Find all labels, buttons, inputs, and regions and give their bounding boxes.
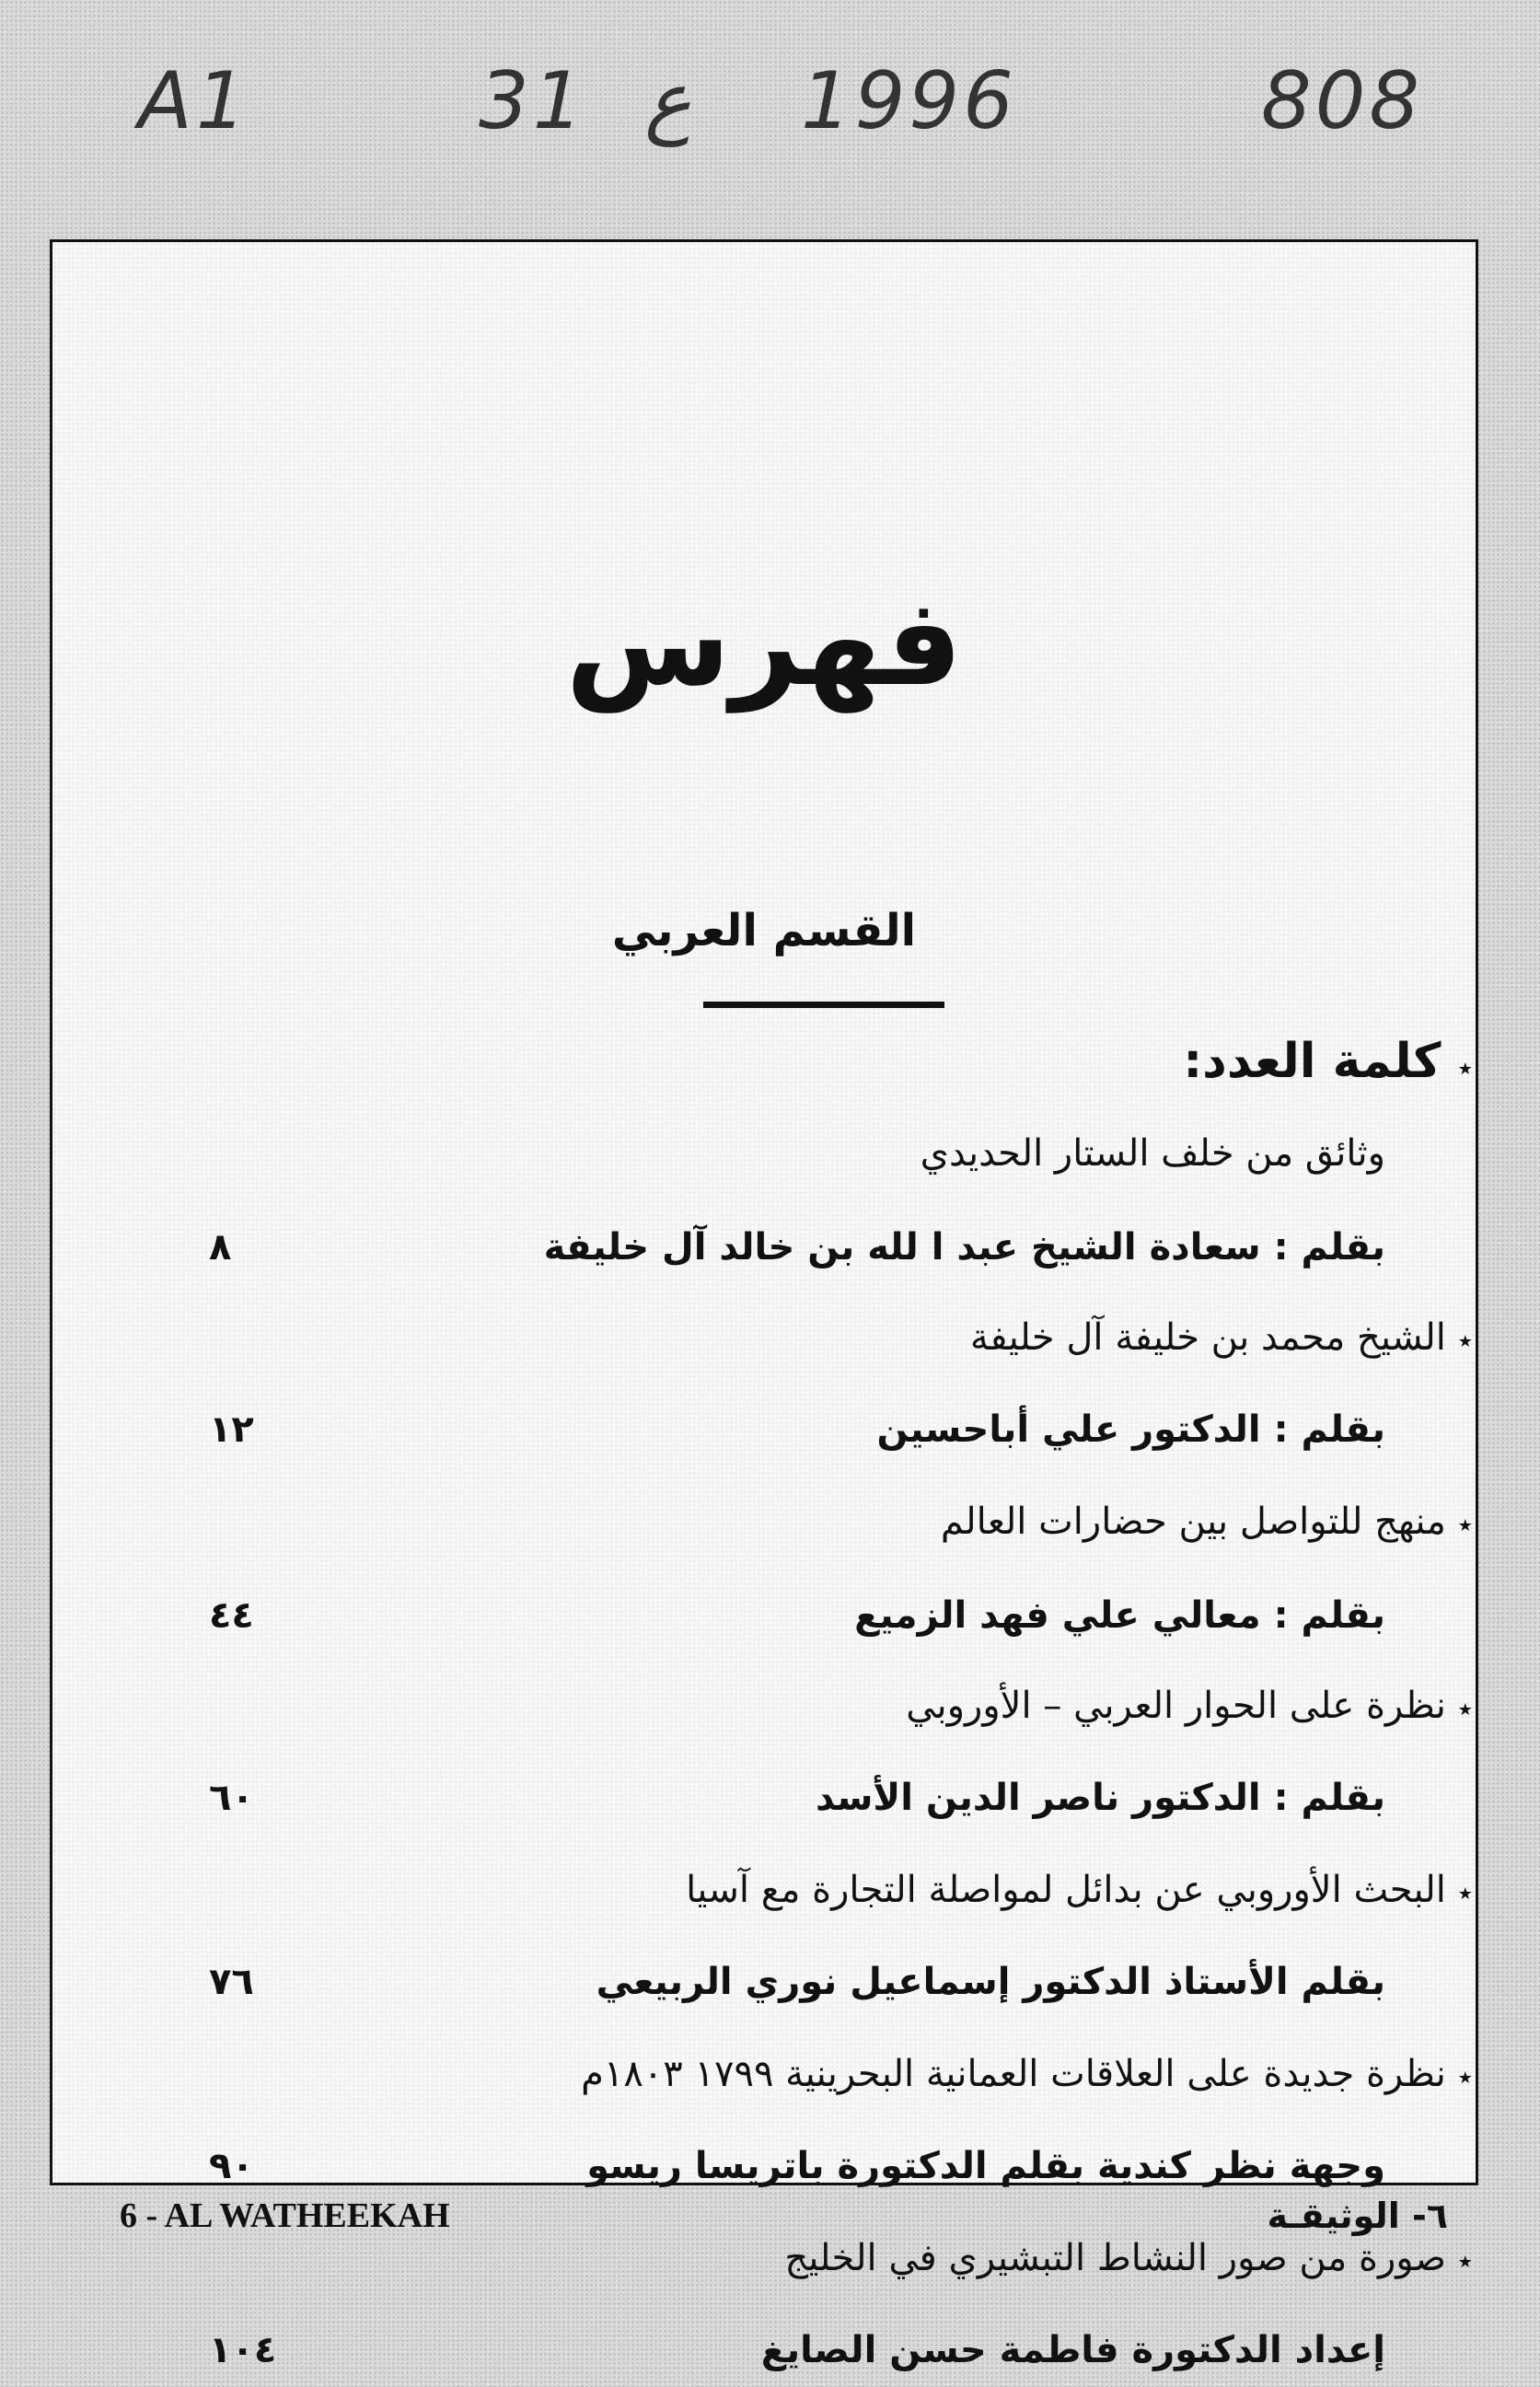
toc-entry-title — [200, 1485, 1473, 1559]
toc-entry-text: الشيخ محمد بن خليفة آل خليفة — [969, 1316, 1446, 1359]
bullet-star-icon: ٭ — [1457, 1693, 1473, 1725]
toc-entry-text: نظرة جديدة على العلاقات العمانية البحرينية ١٧٩٩ ١٨٠٣م — [581, 2053, 1446, 2095]
toc-entry-author: إعداد الدكتورة فاطمة حسن الصايغ — [760, 2329, 1385, 2371]
toc-entry-author-row — [200, 1393, 1473, 1466]
toc-entry-author: بقلم : الدكتور ناصر الدين الأسد — [815, 1777, 1385, 1819]
editorial-heading: كلمة العدد: — [1183, 1034, 1442, 1089]
handwritten-mark-year: 1996 — [801, 55, 1017, 147]
page-number: ٩٠ — [209, 2145, 254, 2187]
toc-entry-text: وثائق من خلف الستار الحديدي — [920, 1132, 1385, 1175]
section-underline — [703, 1002, 944, 1008]
page-number: ٦٠ — [209, 1777, 254, 1819]
page-number: ١٢ — [209, 1408, 254, 1451]
bullet-star-icon: ٭ — [1457, 1325, 1473, 1357]
footer-journal-name-arabic: ٦- الوثيقـة — [1267, 2196, 1448, 2236]
handwritten-mark-a1: A1 — [138, 55, 250, 147]
page-number: ٤٤ — [209, 1594, 254, 1637]
toc-entry-author-row — [200, 2129, 1473, 2203]
bullet-star-icon: ٭ — [1457, 1509, 1473, 1541]
handwritten-mark-31: 31 — [479, 55, 587, 147]
page-number: ٨ — [209, 1226, 232, 1269]
footer-journal-name: 6 - AL WATHEEKAH — [120, 2196, 450, 2235]
toc-entry-author: بقلم : الدكتور علي أباحسين — [876, 1408, 1385, 1451]
bullet-star-icon: ٭ — [1457, 1052, 1473, 1084]
toc-entry-title — [200, 1301, 1473, 1374]
page-number: ٧٦ — [209, 1961, 254, 2003]
toc-entry-author-row — [200, 1579, 1473, 1652]
page-number: ١٠٤ — [209, 2329, 277, 2371]
toc-entry-title — [200, 2037, 1473, 2111]
handwritten-mark-808: 808 — [1261, 55, 1424, 147]
editorial-heading-row — [200, 1025, 1473, 1098]
toc-entry-title — [200, 1117, 1473, 1190]
toc-entry-text: منهج للتواصل بين حضارات العالم — [940, 1501, 1446, 1543]
handwritten-mark-ain: ع — [644, 55, 692, 147]
toc-entry-author-row — [200, 1761, 1473, 1835]
page-title: فهرس — [565, 573, 963, 713]
toc-entry-author: بقلم : سعادة الشيخ عبد ا لله بن خالد آل خليفة — [543, 1226, 1385, 1269]
toc-entry-author: وجهة نظر كندية بقلم الدكتورة باتريسا ريسو — [586, 2145, 1385, 2187]
toc-entry-text: البحث الأوروبي عن بدائل لمواصلة التجارة مع آسيا — [686, 1869, 1446, 1911]
toc-entry-text: صورة من صور النشاط التبشيري في الخليج — [784, 2237, 1446, 2279]
toc-entry-author-row — [200, 1945, 1473, 2019]
toc-entry-author: بقلم الأستاذ الدكتور إسماعيل نوري الربيعي — [596, 1961, 1385, 2003]
toc-entry-author: بقلم : معالي علي فهد الزميع — [854, 1594, 1385, 1637]
toc-entry-title — [200, 1853, 1473, 1927]
bullet-star-icon: ٭ — [1457, 2245, 1473, 2277]
toc-entry-title — [200, 1669, 1473, 1743]
bullet-star-icon: ٭ — [1457, 1877, 1473, 1909]
toc-entry-author-row — [200, 1211, 1473, 1284]
toc-entry-text: نظرة على الحوار العربي – الأوروبي — [906, 1685, 1446, 1727]
toc-entry-author-row — [200, 2313, 1473, 2387]
section-title: القسم العربي — [611, 905, 917, 956]
bullet-star-icon: ٭ — [1457, 2061, 1473, 2093]
